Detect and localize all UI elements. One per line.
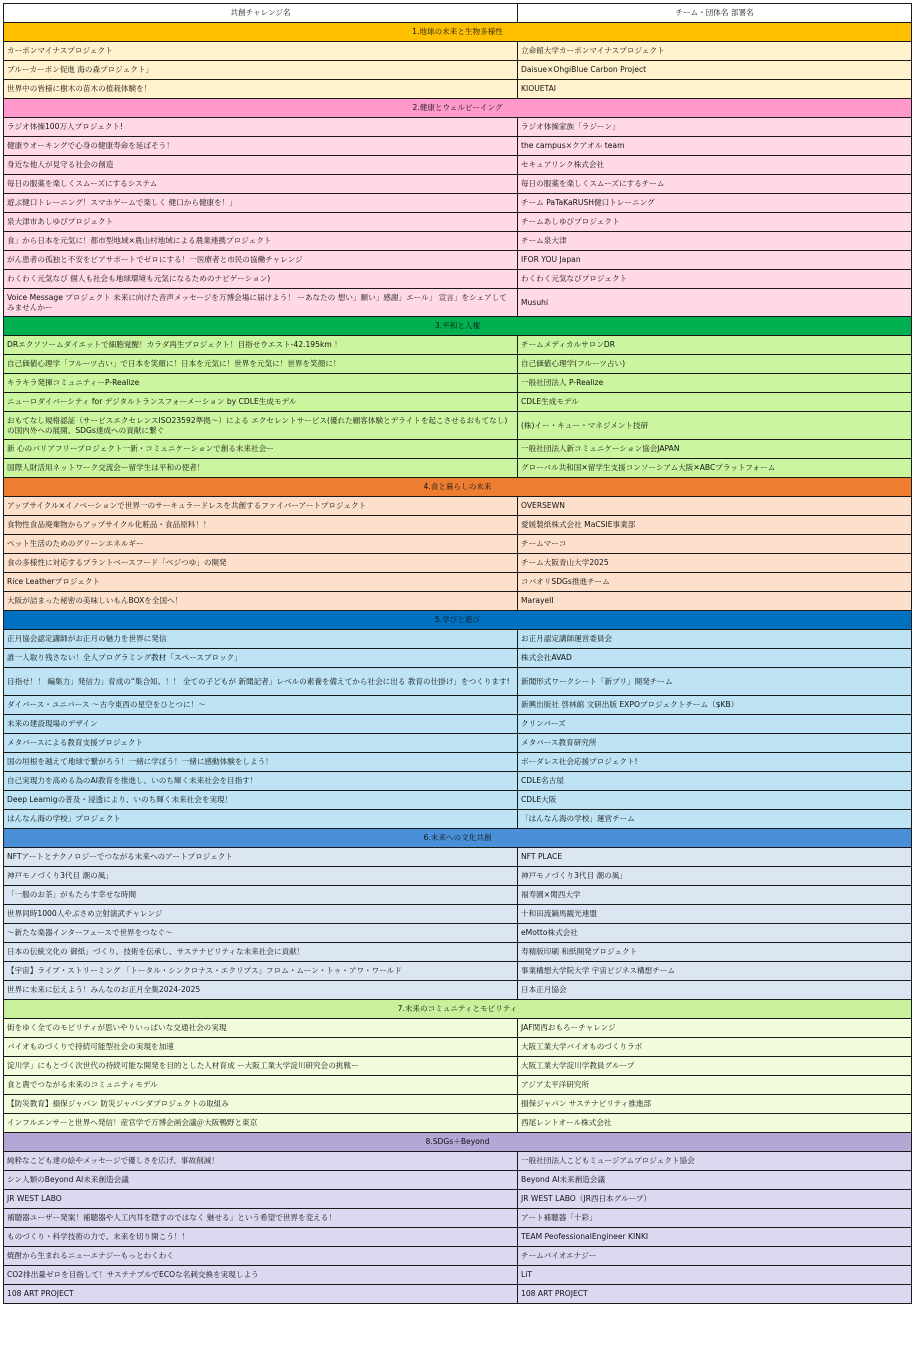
- table-row: [4, 118, 912, 137]
- section-title: 3.平和と人権: [4, 317, 912, 336]
- team-name-cell: グローバル共和国✕留学生支援コンソーシアム大阪✕ABCプラットフォーム: [518, 459, 912, 478]
- team-name-cell: セキュアリンク株式会社: [518, 156, 912, 175]
- table-row: [4, 668, 912, 696]
- challenge-name-cell: 身近な他人が見守る社会の創造: [4, 156, 518, 175]
- challenge-name-cell: 世界に未来に伝えよう！みんなのお正月全集2024-2025: [4, 981, 518, 1000]
- table-row: [4, 1247, 912, 1266]
- table-row: [4, 355, 912, 374]
- challenge-name-cell: 正月協会認定講師がお正月の魅力を世界に発信: [4, 630, 518, 649]
- table-row: [4, 772, 912, 791]
- challenge-name-cell: 街をゆく全てのモビリティが思いやりいっぱいな交通社会の実現: [4, 1019, 518, 1038]
- challenge-name-cell: ペット生活のためのグリーンエネルギー: [4, 535, 518, 554]
- table-row: [4, 1285, 912, 1304]
- team-name-cell: コバオリSDGs推進チーム: [518, 573, 912, 592]
- challenge-name-cell: 淀川学」にもとづく次世代の持続可能な開発を目的とした人材育成 ー大阪工業大学淀川研究会の挑戦ー: [4, 1057, 518, 1076]
- team-name-cell: LiT: [518, 1266, 912, 1285]
- challenge-name-cell: 【防災教育】損保ジャパン 防災ジャパンダプロジェクトの取組み: [4, 1095, 518, 1114]
- team-name-cell: 株式会社AVAD: [518, 649, 912, 668]
- team-name-cell: ラジオ体操家族「ラジーン」: [518, 118, 912, 137]
- team-name-cell: 愛媛製紙株式会社 MaCSIE事業部: [518, 516, 912, 535]
- team-name-cell: 「はんなん海の学校」運営チーム: [518, 810, 912, 829]
- team-name-cell: 一般社団法人新コミュニケーション協会JAPAN: [518, 440, 912, 459]
- challenge-name-cell: DRエクソソームダイエットで細胞覚醒！カラダ再生プロジェクト！目指せウエスト-42.195km ！: [4, 336, 518, 355]
- team-name-cell: 大阪工業大学淀川学教員グループ: [518, 1057, 912, 1076]
- challenge-name-cell: 自己実現力を高める為のAI教育を推進し、いのち輝く未来社会を目指す！: [4, 772, 518, 791]
- table-row: [4, 943, 912, 962]
- challenge-name-cell: ラジオ体操100万人プロジェクト!: [4, 118, 518, 137]
- team-name-cell: CDLE大阪: [518, 791, 912, 810]
- table-row: [4, 848, 912, 867]
- table-row: [4, 1171, 912, 1190]
- table-row: [4, 867, 912, 886]
- table-row: [4, 270, 912, 289]
- challenge-name-cell: はんなん海の学校」プロジェクト: [4, 810, 518, 829]
- table-row: [4, 753, 912, 772]
- team-name-cell: eMotto株式会社: [518, 924, 912, 943]
- challenge-name-cell: 遊ぶ健口トレーニング！スマホゲームで楽しく 健口から健康を！」: [4, 194, 518, 213]
- challenge-name-cell: 「一服のお茶」がもたらす幸せな時間: [4, 886, 518, 905]
- challenge-name-cell: NFTアートとテクノロジーでつながる未来へのアートプロジェクト: [4, 848, 518, 867]
- challenge-name-cell: 補聴器ユーザー発案！補聴器や人工内耳を隠すのではなく 魅せる」という希望で世界を変える！: [4, 1209, 518, 1228]
- table-row: [4, 194, 912, 213]
- table-row: [4, 80, 912, 99]
- table-row: [4, 232, 912, 251]
- team-name-cell: 十和田流鏑馬観光連盟: [518, 905, 912, 924]
- table-row: [4, 630, 912, 649]
- team-name-cell: 108 ART PROJECT: [518, 1285, 912, 1304]
- challenge-name-cell: CO2排出量ゼロを目指して！サステナブルでECOな名刺交換を実現しよう: [4, 1266, 518, 1285]
- challenge-name-cell: キラキラ発揮コミュニティーP-Realize: [4, 374, 518, 393]
- table-row: [4, 251, 912, 270]
- team-name-cell: NFT PLACE: [518, 848, 912, 867]
- challenge-name-cell: バイオものづくりで持続可能型社会の実現を加速: [4, 1038, 518, 1057]
- section-title: 1.地球の未来と生物多様性: [4, 23, 912, 42]
- team-name-cell: 自己価値心理学(フルーツ占い): [518, 355, 912, 374]
- table-row: [4, 137, 912, 156]
- table-row: [4, 1114, 912, 1133]
- challenge-name-cell: Rice Leatherプロジェクト: [4, 573, 518, 592]
- team-name-cell: CDLE生成モデル: [518, 393, 912, 412]
- challenge-name-cell: ものづくり・科学技術の力で、未来を切り開こう！！: [4, 1228, 518, 1247]
- table-row: [4, 156, 912, 175]
- section-header-row: [4, 829, 912, 848]
- challenge-name-cell: 毎日の服薬を楽しくスムーズにするシステム: [4, 175, 518, 194]
- team-name-cell: クリンバーズ: [518, 715, 912, 734]
- table-row: [4, 924, 912, 943]
- table-row: [4, 1038, 912, 1057]
- team-name-cell: チーム泉大津: [518, 232, 912, 251]
- table-row: [4, 440, 912, 459]
- table-row: [4, 1228, 912, 1247]
- table-row: [4, 734, 912, 753]
- header-team-name: チーム・団体名 部署名: [518, 4, 912, 23]
- challenge-name-cell: 世界中の皆様に樹木の苗木の植栽体験を！: [4, 80, 518, 99]
- team-name-cell: チームマーコ: [518, 535, 912, 554]
- team-name-cell: CDLE名古屋: [518, 772, 912, 791]
- team-name-cell: 西尾レントオール株式会社: [518, 1114, 912, 1133]
- team-name-cell: ボーダレス社会応援プロジェクト!: [518, 753, 912, 772]
- team-name-cell: アジア太平洋研究所: [518, 1076, 912, 1095]
- challenge-name-cell: ダイバース・ユニバース 〜古今東西の星空をひとつに！〜: [4, 696, 518, 715]
- table-row: [4, 554, 912, 573]
- team-name-cell: 大阪工業大学バイオものづくりラボ: [518, 1038, 912, 1057]
- team-name-cell: JR WEST LABO（JR西日本グループ）: [518, 1190, 912, 1209]
- table-row: [4, 696, 912, 715]
- table-row: [4, 592, 912, 611]
- table-row: [4, 412, 912, 440]
- table-row: [4, 715, 912, 734]
- header-challenge-name: 共創チャレンジ名: [4, 4, 518, 23]
- table-row: [4, 962, 912, 981]
- table-row: [4, 1266, 912, 1285]
- challenge-name-cell: Deep Learnigの普及・浸透により、いのち輝く未来社会を実現！: [4, 791, 518, 810]
- team-name-cell: 新興出版社 啓林館 文研出版 EXPOプロジェクトチーム（$KB）: [518, 696, 912, 715]
- table-row: [4, 810, 912, 829]
- challenge-name-cell: 泉大津市あしゆびプロジェクト: [4, 213, 518, 232]
- team-name-cell: JAF関西おもろーチャレンジ: [518, 1019, 912, 1038]
- challenge-table: [3, 3, 912, 1304]
- challenge-name-cell: がん患者の孤独と不安をピアサポートでゼロにする！一医療者と市民の協働チャレンジ: [4, 251, 518, 270]
- table-row: [4, 61, 912, 80]
- team-name-cell: KIOUETAI: [518, 80, 912, 99]
- section-header-row: [4, 611, 912, 630]
- table-row: [4, 459, 912, 478]
- challenge-name-cell: ブルーカーボン促進 海の森プロジェクト」: [4, 61, 518, 80]
- table-row: [4, 1019, 912, 1038]
- challenge-name-cell: 食と農でつながる未来のコミュニティモデル: [4, 1076, 518, 1095]
- team-name-cell: 新聞形式ワークシート「新プリ」開発チーム: [518, 668, 912, 696]
- challenge-name-cell: インフルエンサーと世界へ発信！産官学で万博企画会議＠大阪鴨野と東京: [4, 1114, 518, 1133]
- table-row: [4, 1152, 912, 1171]
- table-row: [4, 573, 912, 592]
- table-row: [4, 905, 912, 924]
- table-row: [4, 1190, 912, 1209]
- challenge-name-cell: シン人類のBeyond AI未来創造会議: [4, 1171, 518, 1190]
- table-row: [4, 1076, 912, 1095]
- table-row: [4, 175, 912, 194]
- challenge-name-cell: 自己価値心理学「フルーツ占い」で日本を笑顔に！日本を元気に！世界を元気に！世界を笑顔に！: [4, 355, 518, 374]
- team-name-cell: お正月認定講師運営委員会: [518, 630, 912, 649]
- table-row: [4, 1095, 912, 1114]
- team-name-cell: 損保ジャパン サステナビリティ推進部: [518, 1095, 912, 1114]
- challenge-name-cell: Voice Message プロジェクト 未来に向けた音声メッセージを万博会場に届けよう！ ーあなたの 想い」願い」感謝」エール」 宣言」をシェアしてみませんかー: [4, 289, 518, 317]
- table-row: [4, 42, 912, 61]
- team-name-cell: the campus×クアオル team: [518, 137, 912, 156]
- table-row: [4, 497, 912, 516]
- section-header-row: [4, 1133, 912, 1152]
- challenge-name-cell: 未来の建設現場のデザイン: [4, 715, 518, 734]
- team-name-cell: チームバイオエナジー: [518, 1247, 912, 1266]
- section-header-row: [4, 99, 912, 118]
- challenge-name-cell: アップサイクル×イノベーションで世界一のサーキュラードレスを共創するファイバーアートプロジェクト: [4, 497, 518, 516]
- team-name-cell: 事業構想大学院大学 宇宙ビジネス構想チーム: [518, 962, 912, 981]
- challenge-name-cell: 目指せ！！ 編集力」発信力」育成の“集合知。！！ 全ての子どもが 新聞記者」レベルの素養を備えてから社会に出る 教育の仕掛け」をつくります!: [4, 668, 518, 696]
- section-title: 7.未来のコミュニティとモビリティ: [4, 1000, 912, 1019]
- header-row: [4, 4, 912, 23]
- table-row: [4, 791, 912, 810]
- section-title: 2.健康とウェルビーイング: [4, 99, 912, 118]
- team-name-cell: (株)イー・キュー・マネジメント技研: [518, 412, 912, 440]
- challenge-name-cell: 神戸モノづくり3代目 潮の風」: [4, 867, 518, 886]
- section-header-row: [4, 478, 912, 497]
- team-name-cell: 神戸モノづくり3代目 潮の風」: [518, 867, 912, 886]
- team-name-cell: MarayeII: [518, 592, 912, 611]
- challenge-name-cell: 食の多様性に対応するプラントベースフード「べジつゆ」の開発: [4, 554, 518, 573]
- team-name-cell: TEAM PeofessionalEngineer KINKI: [518, 1228, 912, 1247]
- table-row: [4, 393, 912, 412]
- table-row: [4, 213, 912, 232]
- challenge-name-cell: 焼酎から生まれるニューエナジーもっとわくわく: [4, 1247, 518, 1266]
- challenge-name-cell: カーボンマイナスプロジェクト: [4, 42, 518, 61]
- team-name-cell: 日本正月協会: [518, 981, 912, 1000]
- challenge-name-cell: 〜新たな楽器インターフェースで世界をつなぐ〜: [4, 924, 518, 943]
- challenge-name-cell: メタバースによる教育支援プロジェクト: [4, 734, 518, 753]
- team-name-cell: チーム大阪青山大学2025: [518, 554, 912, 573]
- challenge-name-cell: おもてなし規格認証（サービスエクセレンスISO23592準拠〜）による エクセレントサービス(優れた顧客体験とデライトを起こさせるおもてなし)の国内外への展開、SDGs達成への貢献に繋ぐ: [4, 412, 518, 440]
- team-name-cell: Musuhi: [518, 289, 912, 317]
- challenge-name-cell: 食」から日本を元気に！都市型地域×農山村地域による農業連携プロジェクト: [4, 232, 518, 251]
- challenge-name-cell: 国の垣根を越えて地球で繋がろう！一緒に学ぼう！一緒に感動体験をしよう！: [4, 753, 518, 772]
- challenge-name-cell: 国際人財活用ネットワーク交流会ー留学生は平和の使者！: [4, 459, 518, 478]
- team-name-cell: チームメディカルサロンDR: [518, 336, 912, 355]
- table-row: [4, 516, 912, 535]
- table-row: [4, 1209, 912, 1228]
- team-name-cell: 毎日の服薬を楽しくスムーズにするチーム: [518, 175, 912, 194]
- team-name-cell: 一般社団法人こどもミュージアムプロジェクト協会: [518, 1152, 912, 1171]
- challenge-name-cell: 世界同時1000人やぶさめ立射演武チャレンジ: [4, 905, 518, 924]
- table-row: [4, 649, 912, 668]
- challenge-name-cell: 新 心のバリアフリープロジェクト一新・コミュニケーションで創る未来社会ー: [4, 440, 518, 459]
- challenge-name-cell: 108 ART PROJECT: [4, 1285, 518, 1304]
- table-row: [4, 1057, 912, 1076]
- team-name-cell: IFOR YOU Japan: [518, 251, 912, 270]
- team-name-cell: 一般社団法人 P-Realize: [518, 374, 912, 393]
- challenge-name-cell: 日本の伝統文化の 御紙」づくり。技術を伝承し、サステナビリティな未来社会に貢献！: [4, 943, 518, 962]
- challenge-name-cell: 誰一人取り残さない！全人プログラミング教材「スペースブロック」: [4, 649, 518, 668]
- team-name-cell: OVERSEWN: [518, 497, 912, 516]
- challenge-name-cell: 食物性食品廃棄物からアップサイクル化粧品・食品原料！！: [4, 516, 518, 535]
- challenge-name-cell: 純粋なこども達の絵やメッセージで優しさを広げ、事故削減！: [4, 1152, 518, 1171]
- section-title: 5.学びと遊び: [4, 611, 912, 630]
- team-name-cell: 福寿園×関西大学: [518, 886, 912, 905]
- team-name-cell: アート補聴器「十彩」: [518, 1209, 912, 1228]
- section-title: 4.食と暮らしの未来: [4, 478, 912, 497]
- table-row: [4, 981, 912, 1000]
- team-name-cell: メタバース教育研究所: [518, 734, 912, 753]
- section-header-row: [4, 1000, 912, 1019]
- team-name-cell: チームあしゆびプロジェクト: [518, 213, 912, 232]
- table-row: [4, 374, 912, 393]
- table-row: [4, 289, 912, 317]
- table-row: [4, 535, 912, 554]
- team-name-cell: Daisue×OhgiBlue Carbon Project: [518, 61, 912, 80]
- team-name-cell: Beyond AI未来創造会議: [518, 1171, 912, 1190]
- challenge-name-cell: JR WEST LABO: [4, 1190, 518, 1209]
- challenge-name-cell: 【宇宙】ライブ・ストリーミング 「トータル・シンクロナス・エクリプス」フロム・ムーン・トゥ・アワ・ワールド: [4, 962, 518, 981]
- section-header-row: [4, 23, 912, 42]
- team-name-cell: 立命館大学カーボンマイナスプロジェクト: [518, 42, 912, 61]
- section-title: 6.未来への文化共創: [4, 829, 912, 848]
- section-title: 8.SDGs＋Beyond: [4, 1133, 912, 1152]
- challenge-name-cell: わくわく元気なび 個人も社会も地球環境も元気になるためのナビゲーション): [4, 270, 518, 289]
- team-name-cell: わくわく元気なびプロジェクト: [518, 270, 912, 289]
- challenge-name-cell: 健康ウオーキングで心身の健康寿命を延ばそう！: [4, 137, 518, 156]
- table-row: [4, 336, 912, 355]
- team-name-cell: 寿精版印刷 和紙開発プロジェクト: [518, 943, 912, 962]
- section-header-row: [4, 317, 912, 336]
- challenge-name-cell: ニューロダイバーシティ for デジタルトランスフォーメーション by CDLE生成モデル: [4, 393, 518, 412]
- team-name-cell: チーム PaTaKaRUSH健口トレーニング: [518, 194, 912, 213]
- challenge-name-cell: 大阪が詰まった秘密の美味しいもんBOXを全国へ！: [4, 592, 518, 611]
- table-row: [4, 886, 912, 905]
